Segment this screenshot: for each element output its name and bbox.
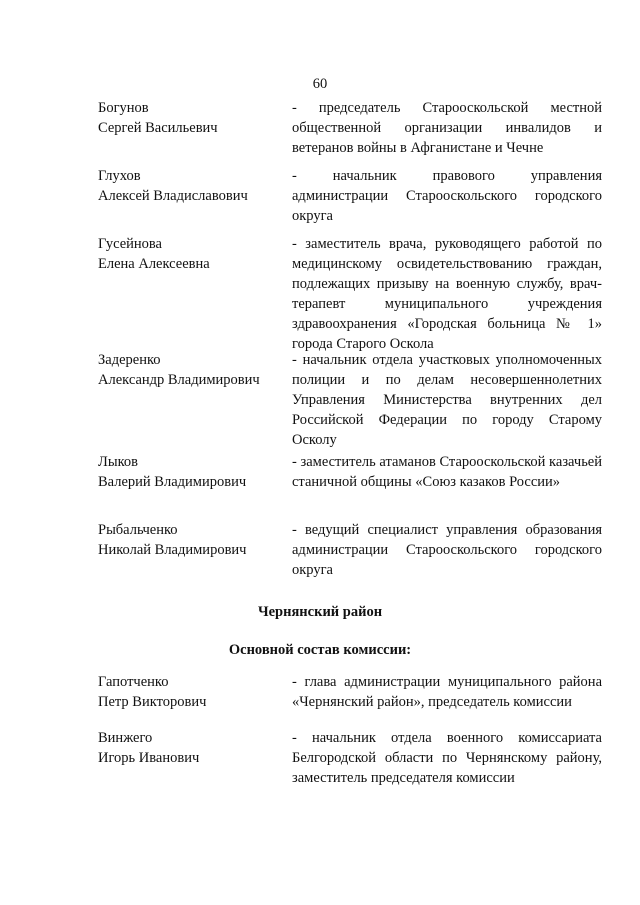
member-role: - начальник правового управления администрации Старооскольского городского округа [292, 168, 602, 224]
member-surname: Задеренко [98, 352, 161, 368]
page-number: 60 [312, 76, 328, 92]
composition-heading: Основной состав комиссии: [228, 642, 412, 658]
member-given-names: Валерий Владимирович [98, 474, 247, 490]
member-surname: Лыков [98, 454, 138, 470]
member-given-names: Игорь Иванович [98, 750, 200, 766]
member-surname: Гусейнова [98, 236, 162, 252]
member-name [98, 98, 288, 138]
member-given-names: Александр Владимирович [98, 372, 260, 388]
member-role: - начальник отдела военного комиссариата Белгородской области по Чернянскому району, заместитель председателя комиссии [292, 730, 602, 786]
member-role: - председатель Старооскольской местной общественной организации инвалидов и ветеранов войны в Афганистане и Чечне [292, 100, 602, 156]
member-given-names: Николай Владимирович [98, 542, 247, 558]
member-given-names: Алексей Владиславович [98, 188, 248, 204]
member-given-names: Петр Викторович [98, 694, 207, 710]
member-role: - заместитель атаманов Старооскольской казачьей станичной общины «Союз казаков России» [292, 454, 602, 490]
member-name [98, 672, 288, 712]
member-surname: Гапотченко [98, 674, 169, 690]
member-given-names: Елена Алексеевна [98, 256, 210, 272]
member-role: - начальник отдела участковых уполномоченных полиции и по делам несовершеннолетних Управления Министерства внутренних дел Российской Федерации по городу Старому Осколу [292, 352, 602, 448]
member-surname: Богунов [98, 100, 149, 116]
member-surname: Винжего [98, 730, 153, 746]
member-name [98, 234, 288, 274]
member-name [98, 520, 288, 560]
member-name [98, 452, 288, 492]
member-given-names: Сергей Васильевич [98, 120, 218, 136]
member-role: - заместитель врача, руководящего работой по медицинскому освидетельствованию граждан, подлежащих призыву на военную службу, врач-терапевт муниципального учреждения здравоохранения «Городская больница № 1» города Старого Оскола [292, 236, 602, 352]
member-name [98, 350, 288, 390]
member-name [98, 166, 288, 206]
member-name [98, 728, 288, 768]
member-role: - глава администрации муниципального района «Чернянский район», председатель комиссии [292, 674, 602, 710]
member-surname: Глухов [98, 168, 141, 184]
member-surname: Рыбальченко [98, 522, 178, 538]
district-heading: Чернянский район [257, 604, 383, 620]
member-role: - ведущий специалист управления образования администрации Старооскольского городского округа [292, 522, 602, 578]
